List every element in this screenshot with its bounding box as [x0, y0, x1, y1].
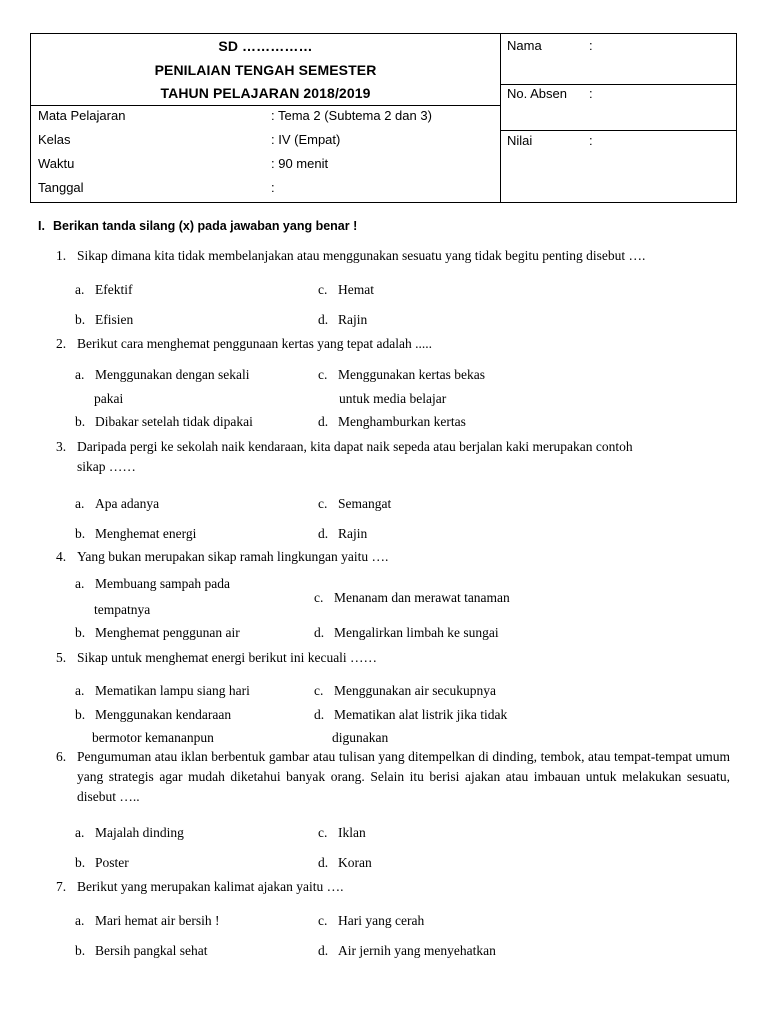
- q2-option-d[interactable]: d. Menghamburkan kertas: [318, 414, 466, 429]
- q5-option-b[interactable]: b. Menggunakan kendaraan: [75, 707, 232, 722]
- q7-option-b[interactable]: b. Bersih pangkal sehat: [75, 943, 208, 958]
- q3-option-b[interactable]: b. Menghemat energi: [75, 526, 197, 541]
- question-text: Pengumuman atau iklan berbentuk gambar atau tulisan yang ditempelkan di dinding, tembok, atau tempat-tempat umum yang strategis agar mudah diketahui banyak orang. Selain itu berisi ajakan atau imbauan untuk melakukan sesuatu, disebut …..: [77, 749, 730, 804]
- question-number: 4.: [56, 549, 67, 564]
- q4-option-b[interactable]: b. Menghemat penggunan air: [75, 625, 240, 640]
- info-label: Waktu: [38, 156, 75, 171]
- question-text: Berikut cara menghemat penggunaan kertas yang tepat adalah .....: [77, 336, 432, 351]
- q5-option-d-cont: digunakan: [332, 730, 389, 745]
- header-divider-vertical: [500, 34, 501, 202]
- info-value: :: [271, 180, 275, 195]
- question-text-cont: sikap ……: [77, 459, 136, 474]
- q4-option-a-cont: tempatnya: [94, 602, 151, 617]
- section-number: I.: [38, 219, 45, 233]
- question-text: Sikap untuk menghemat energi berikut ini kecuali ……: [77, 650, 378, 665]
- exam-title: PENILAIAN TENGAH SEMESTER: [154, 62, 377, 78]
- q1-option-d[interactable]: d. Rajin: [318, 312, 368, 327]
- q2-option-a[interactable]: a. Menggunakan dengan sekali: [75, 367, 250, 382]
- section-instruction: Berikan tanda silang (x) pada jawaban yang benar !: [53, 219, 358, 233]
- info-label: Mata Pelajaran: [38, 108, 126, 123]
- question-text: Berikut yang merupakan kalimat ajakan yaitu ….: [77, 879, 344, 894]
- q6-option-d[interactable]: d. Koran: [318, 855, 372, 870]
- school-name: SD ……………: [218, 38, 313, 54]
- question-6: [56, 747, 730, 807]
- question-4: [56, 547, 730, 567]
- q6-option-a[interactable]: a. Majalah dinding: [75, 825, 184, 840]
- q7-option-a[interactable]: a. Mari hemat air bersih !: [75, 913, 220, 928]
- q5-option-a[interactable]: a. Mematikan lampu siang hari: [75, 683, 250, 698]
- q4-option-a[interactable]: a. Membuang sampah pada: [75, 576, 230, 591]
- student-field-label: Nilai: [507, 133, 533, 148]
- header-divider-nama: [500, 84, 737, 85]
- q2-option-b[interactable]: b. Dibakar setelah tidak dipakai: [75, 414, 253, 429]
- q2-option-c[interactable]: c. Menggunakan kertas bekas: [318, 367, 485, 382]
- q6-option-c[interactable]: c. Iklan: [318, 825, 366, 840]
- info-label: Kelas: [38, 132, 71, 147]
- q5-option-c[interactable]: c. Menggunakan air secukupnya: [314, 683, 496, 698]
- question-number: 6.: [56, 749, 67, 764]
- q1-option-b[interactable]: b. Efisien: [75, 312, 134, 327]
- q3-option-c[interactable]: c. Semangat: [318, 496, 392, 511]
- student-field-label: Nama: [507, 38, 542, 53]
- header-divider-absen: [500, 130, 737, 131]
- question-number: 3.: [56, 439, 67, 454]
- question-text: Yang bukan merupakan sikap ramah lingkungan yaitu ….: [77, 549, 389, 564]
- info-label: Tanggal: [38, 180, 84, 195]
- question-number: 5.: [56, 650, 67, 665]
- student-field-colon: :: [589, 86, 593, 101]
- q2-option-a-cont: pakai: [94, 391, 124, 406]
- question-number: 1.: [56, 248, 67, 263]
- academic-year: TAHUN PELAJARAN 2018/2019: [160, 85, 371, 101]
- question-2: [56, 334, 730, 354]
- q7-option-c[interactable]: c. Hari yang cerah: [318, 913, 425, 928]
- info-value: : 90 menit: [271, 156, 329, 171]
- q6-option-b[interactable]: b. Poster: [75, 855, 129, 870]
- q4-option-c[interactable]: c. Menanam dan merawat tanaman: [314, 590, 510, 605]
- q2-option-c-cont: untuk media belajar: [339, 391, 447, 406]
- header-table: [30, 33, 737, 203]
- q3-option-d[interactable]: d. Rajin: [318, 526, 368, 541]
- q5-option-b-cont: bermotor kemananpun: [92, 730, 214, 745]
- header-divider-title: [31, 105, 500, 106]
- question-1: [56, 246, 730, 266]
- q4-option-d[interactable]: d. Mengalirkan limbah ke sungai: [314, 625, 499, 640]
- q1-option-c[interactable]: c. Hemat: [318, 282, 374, 297]
- question-7: [56, 877, 730, 897]
- question-number: 7.: [56, 879, 67, 894]
- question-5: [56, 648, 730, 668]
- question-number: 2.: [56, 336, 67, 351]
- info-value: : Tema 2 (Subtema 2 dan 3): [271, 108, 432, 123]
- q5-option-d[interactable]: d. Mematikan alat listrik jika tidak: [314, 707, 508, 722]
- student-field-label: No. Absen: [507, 86, 567, 101]
- q3-option-a[interactable]: a. Apa adanya: [75, 496, 160, 511]
- info-value: : IV (Empat): [271, 132, 341, 147]
- student-field-colon: :: [589, 133, 593, 148]
- q7-option-d[interactable]: d. Air jernih yang menyehatkan: [318, 943, 496, 958]
- question-text: Daripada pergi ke sekolah naik kendaraan, kita dapat naik sepeda atau berjalan kaki merupakan contoh: [77, 439, 633, 454]
- q1-option-a[interactable]: a. Efektif: [75, 282, 133, 297]
- student-field-colon: :: [589, 38, 593, 53]
- question-text: Sikap dimana kita tidak membelanjakan atau menggunakan sesuatu yang tidak begitu penting disebut ….: [77, 248, 646, 263]
- question-3: [56, 437, 730, 477]
